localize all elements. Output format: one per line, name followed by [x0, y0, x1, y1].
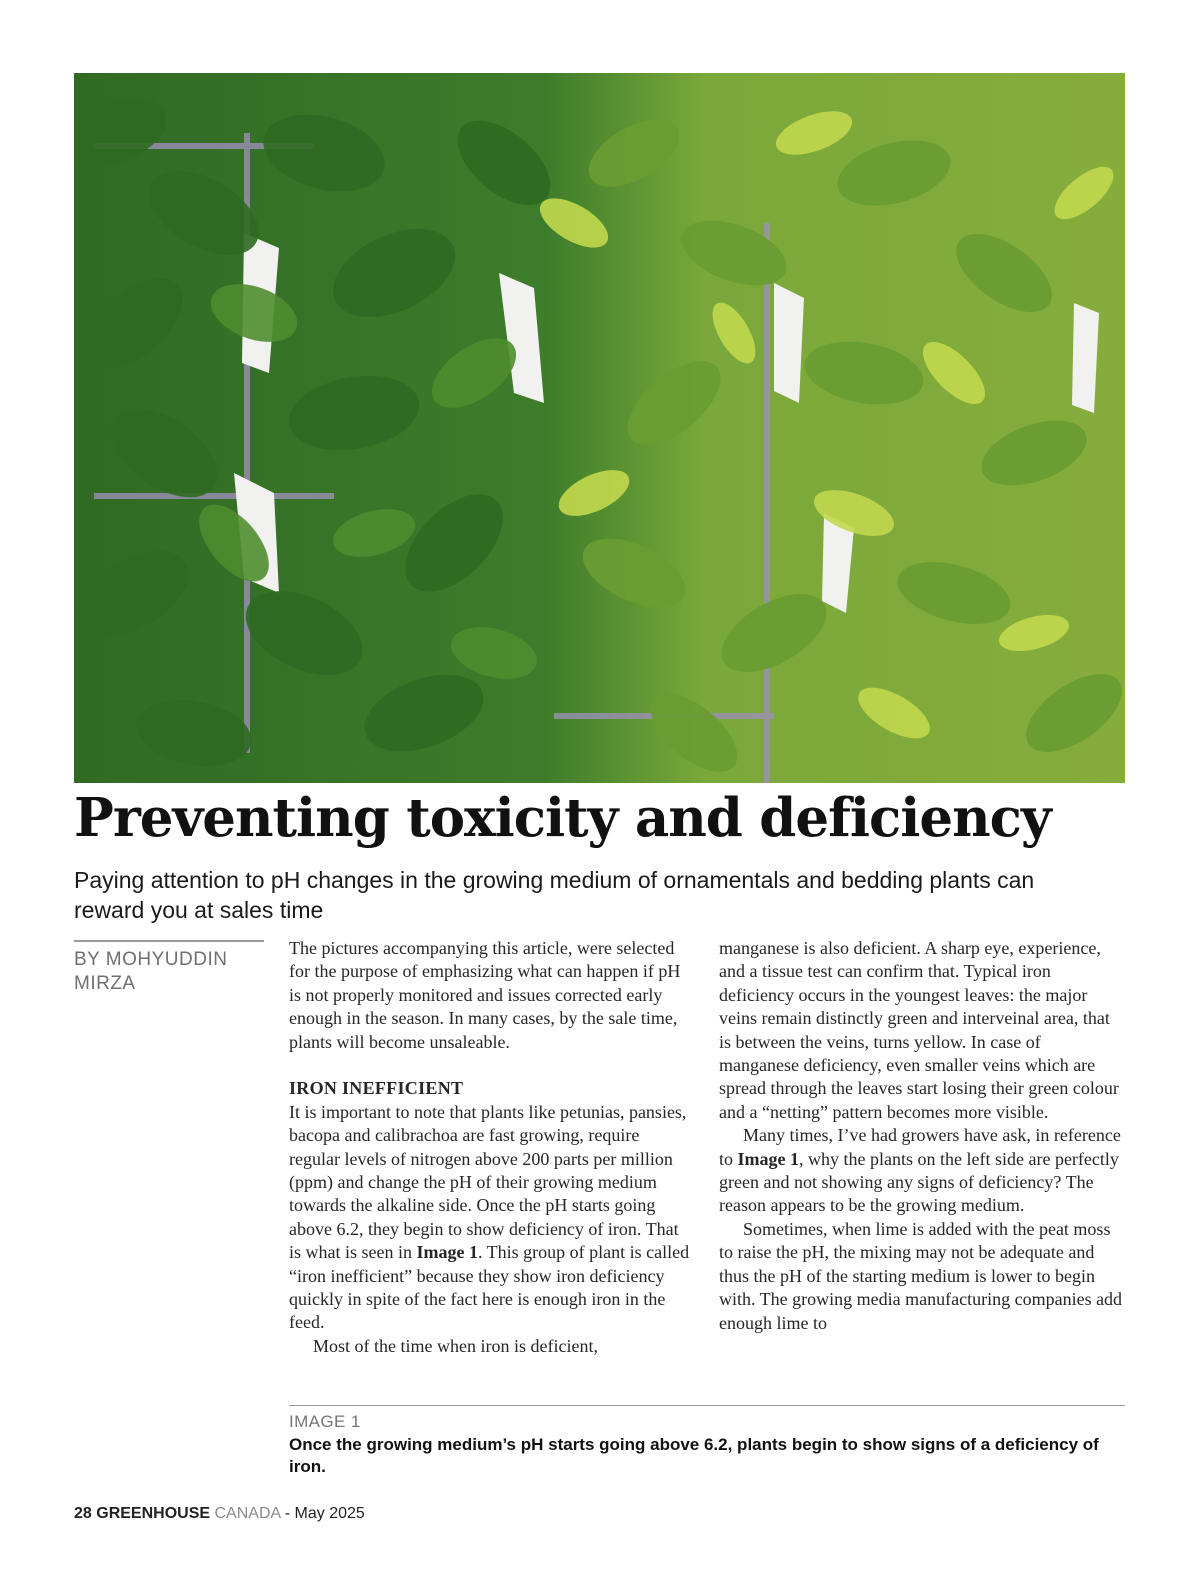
magazine-region: CANADA [214, 1505, 281, 1522]
caption-text: Once the growing medium’s pH starts going above 6.2, plants begin to show signs of a deficiency of iron. [289, 1435, 1099, 1476]
paragraph-2-part-a: It is important to note that plants like petunias, pansies, bacopa and calibrachoa are fast growing, require regular levels of nitrogen above 200 parts per million (ppm) and change the pH of their growing medium towards the alkaline side. Once the pH starts going above 6.2, they begin to show deficiency of iron. That is what is seen in [289, 1101, 687, 1263]
page-footer [74, 1505, 365, 1523]
paragraph-4 [719, 1124, 1125, 1218]
paragraph-2-part-b: . This group of plant is called “iron inefficient” because they show iron deficiency quickly in spite of the fact here is enough iron in the feed. [289, 1242, 690, 1333]
issue-date: May 2025 [294, 1505, 365, 1522]
paragraph-2 [289, 1101, 691, 1335]
byline-divider [74, 940, 264, 942]
byline: BY MOHYUDDIN MIRZA [74, 949, 228, 994]
paragraph-4-part-b: , why the plants on the left side are perfectly green and not showing any signs of deficiency? The reason appears to be the growing medium. [719, 1148, 1119, 1216]
paragraph-4-part-a: Many times, I’ve had growers have ask, in reference to [719, 1125, 1121, 1169]
paragraph-3-end: manganese is also deficient. A sharp eye, experience, and a tissue test can confirm that. Typical iron deficiency occurs in the youngest leaves: the major veins remain distinctly green and interveinal area, that is between the veins, turns yellow. In case of manganese deficiency, even smaller veins which are spread through the leaves start losing their green colour and a “netting” pattern becomes more visible. [719, 938, 1119, 1122]
paragraph-5: Sometimes, when lime is added with the peat moss to raise the pH, the mixing may not be adequate and thus the pH of the starting medium is lower to begin with. The growing media manufacturing companies add enough lime to [719, 1218, 1123, 1333]
footer-separator: - [280, 1505, 295, 1522]
deck: Paying attention to pH changes in the growing medium of ornamentals and bedding plants can reward you at sales time [74, 867, 1035, 923]
paragraph-3-start: Most of the time when iron is deficient, [313, 1335, 598, 1356]
image-1-reference-2: Image 1 [737, 1148, 800, 1169]
body-column-2 [719, 937, 1125, 1335]
paragraph-gap [289, 1054, 691, 1077]
magazine-name: GREENHOUSE [96, 1505, 211, 1522]
body-column-1 [289, 937, 691, 1358]
paragraph-1: The pictures accompanying this article, were selected for the purpose of emphasizing what can happen if pH is not properly monitored and issues corrected early enough in the season. In many cases, by the sale time, plants will become unsaleable. [289, 938, 681, 1052]
subhead-iron-inefficient: IRON INEFFICIENT [289, 1078, 464, 1099]
paragraph-3-continued [719, 937, 1125, 1124]
paragraph-3 [289, 1335, 691, 1358]
article-photo [74, 73, 1125, 783]
caption-label: IMAGE 1 [289, 1412, 361, 1431]
caption-divider [289, 1405, 1125, 1406]
headline: Preventing toxicity and deficiency [74, 787, 1051, 849]
page-number: 28 [74, 1505, 92, 1522]
image-1-reference: Image 1 [416, 1242, 478, 1263]
